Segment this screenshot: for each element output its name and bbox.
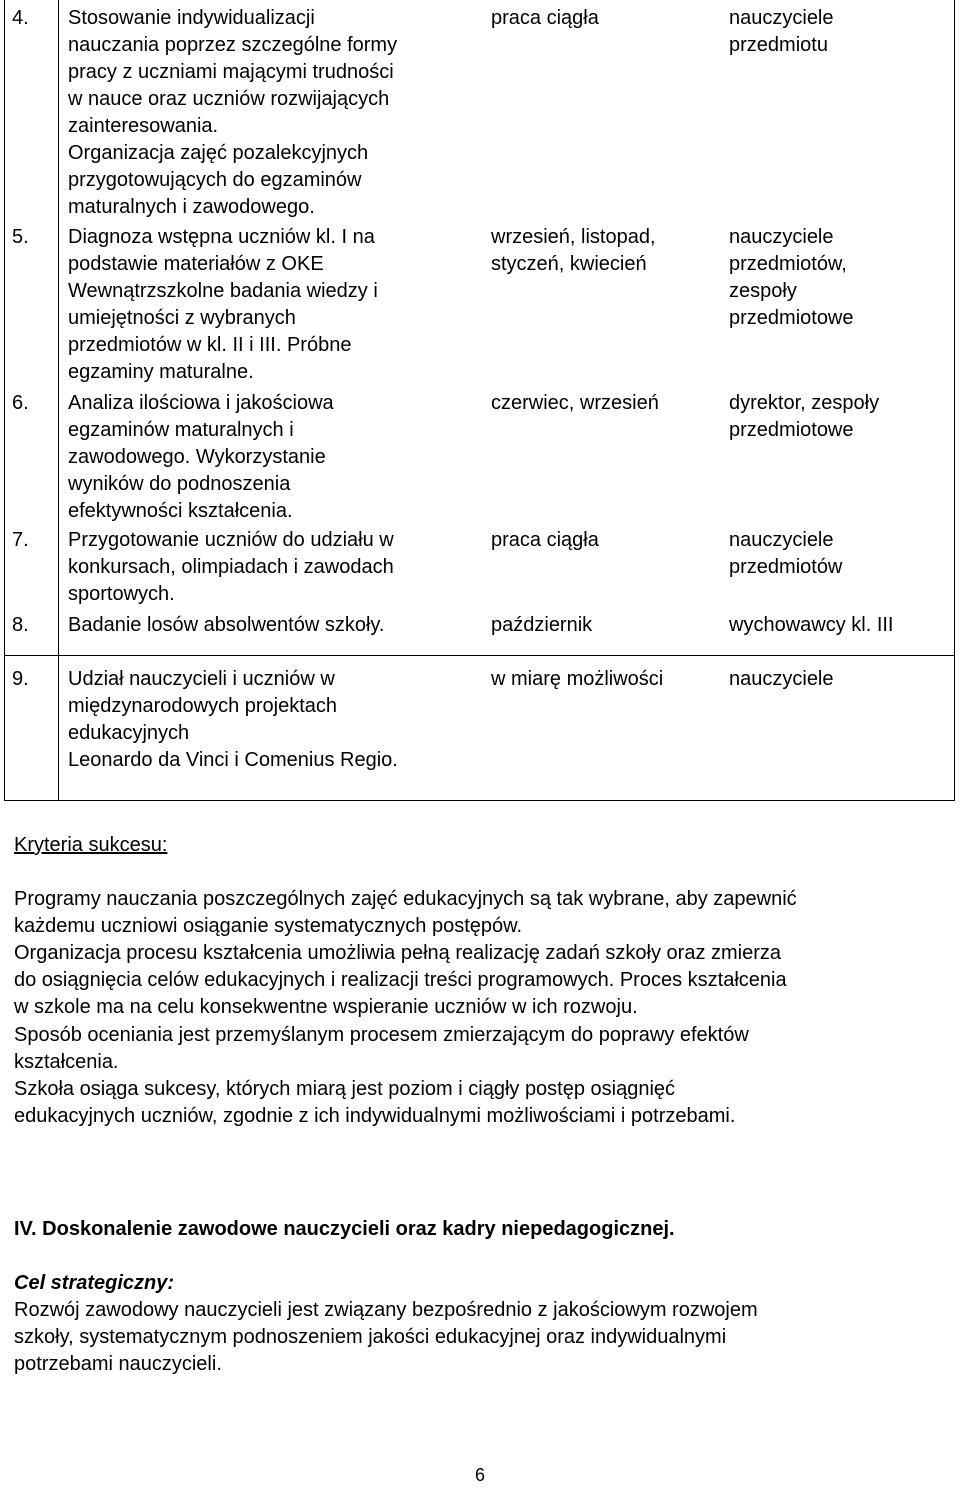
table-border-bottom: [4, 800, 955, 801]
page-number: 6: [474, 1465, 485, 1485]
task-line: egzaminów maturalnych i: [68, 419, 294, 441]
task-line: umiejętności z wybranych: [68, 307, 296, 329]
paragraph-line: w szkole ma na celu konsekwentne wspieranie uczniów w ich rozwoju.: [14, 996, 638, 1018]
task-line: Organizacja zajęć pozalekcyjnych: [68, 142, 369, 164]
row-number: 5.: [12, 226, 29, 248]
goal-heading: Cel strategiczny:: [14, 1272, 175, 1294]
paragraph-line: Szkoła osiąga sukcesy, których miarą jest poziom i ciągły postęp osiągnięć: [14, 1078, 676, 1100]
resp-line: nauczyciele: [729, 226, 834, 248]
row-responsible: [729, 5, 954, 59]
task-line: Diagnoza wstępna uczniów kl. I na: [68, 226, 375, 248]
term-line: wrzesień, listopad,: [491, 226, 656, 248]
paragraph-line: Organizacja procesu kształcenia umożliwia pełną realizację zadań szkoły oraz zmierza: [14, 942, 782, 964]
task-line: przygotowujących do egzaminów: [68, 169, 362, 191]
row-number: 9.: [12, 668, 29, 690]
resp-line: przedmiotu: [729, 34, 828, 56]
resp-line: przedmiotów,: [729, 253, 847, 275]
row-number: 8.: [12, 614, 29, 636]
row-task: [68, 224, 473, 386]
term-line: październik: [491, 614, 593, 636]
row-responsible: [729, 527, 954, 581]
row-term: [491, 527, 721, 554]
paragraph-line: kształcenia.: [14, 1051, 119, 1073]
task-line: Przygotowanie uczniów do udziału w: [68, 529, 394, 551]
row-number: 4.: [12, 7, 29, 29]
term-line: w miarę możliwości: [491, 668, 664, 690]
task-line: egzaminy maturalne.: [68, 361, 254, 383]
resp-line: przedmiotowe: [729, 419, 854, 441]
goal-paragraph: [14, 1297, 946, 1378]
task-line: Leonardo da Vinci i Comenius Regio.: [68, 749, 398, 771]
row-task: [68, 390, 473, 525]
task-line: Analiza ilościowa i jakościowa: [68, 392, 334, 414]
resp-line: przedmiotowe: [729, 307, 854, 329]
row-responsible: [729, 390, 954, 444]
term-line: styczeń, kwiecień: [491, 253, 647, 275]
task-line: konkursach, olimpiadach i zawodach: [68, 556, 394, 578]
criteria-heading: Kryteria sukcesu:: [14, 834, 168, 856]
row-term: [491, 5, 721, 32]
table-border-left: [4, 0, 5, 801]
criteria-paragraph: [14, 1076, 946, 1130]
table-border-right: [954, 0, 955, 801]
task-line: Badanie losów absolwentów szkoły.: [68, 614, 385, 636]
row-number: 6.: [12, 392, 29, 414]
paragraph-line: do osiągnięcia celów edukacyjnych i realizacji treści programowych. Proces kształcenia: [14, 969, 787, 991]
row-task: [68, 612, 473, 639]
table-column-divider: [58, 0, 59, 801]
task-line: Wewnątrzszkolne badania wiedzy i: [68, 280, 378, 302]
criteria-paragraph: [14, 1022, 946, 1076]
resp-line: wychowawcy kl. III: [729, 614, 894, 636]
row-term: [491, 390, 721, 417]
paragraph-line: szkoły, systematycznym podnoszeniem jakości edukacyjnej oraz indywidualnymi: [14, 1326, 727, 1348]
resp-line: przedmiotów: [729, 556, 843, 578]
task-line: międzynarodowych projektach: [68, 695, 338, 717]
task-line: podstawie materiałów z OKE: [68, 253, 324, 275]
task-line: efektywności kształcenia.: [68, 500, 293, 522]
term-line: praca ciągła: [491, 529, 599, 551]
paragraph-line: każdemu uczniowi osiąganie systematycznych postępów.: [14, 915, 523, 937]
task-line: zawodowego. Wykorzystanie: [68, 446, 326, 468]
task-line: Udział nauczycieli i uczniów w: [68, 668, 335, 690]
criteria-paragraph: [14, 886, 946, 940]
task-line: zainteresowania.: [68, 115, 219, 137]
section-heading: IV. Doskonalenie zawodowe nauczycieli oraz kadry niepedagogicznej.: [14, 1218, 675, 1240]
paragraph-line: potrzebami nauczycieli.: [14, 1353, 222, 1375]
resp-line: nauczyciele: [729, 7, 834, 29]
row-responsible: [729, 612, 954, 639]
task-line: Stosowanie indywidualizacji: [68, 7, 315, 29]
criteria-paragraph: [14, 940, 946, 1021]
term-line: czerwiec, wrzesień: [491, 392, 659, 414]
term-line: praca ciągła: [491, 7, 599, 29]
row-task: [68, 527, 473, 608]
row-term: [491, 224, 721, 278]
row-task: [68, 5, 473, 221]
resp-line: nauczyciele: [729, 668, 834, 690]
task-line: pracy z uczniami mającymi trudności: [68, 61, 394, 83]
row-task: [68, 666, 473, 774]
task-line: edukacyjnych: [68, 722, 190, 744]
paragraph-line: Rozwój zawodowy nauczycieli jest związany bezpośrednio z jakościowym rozwojem: [14, 1299, 758, 1321]
resp-line: zespoły: [729, 280, 797, 302]
resp-line: nauczyciele: [729, 529, 834, 551]
task-line: nauczania poprzez szczególne formy: [68, 34, 398, 56]
task-line: wyników do podnoszenia: [68, 473, 291, 495]
table-row-divider: [4, 655, 955, 656]
row-term: [491, 666, 721, 693]
row-responsible: [729, 666, 954, 693]
row-term: [491, 612, 721, 639]
paragraph-line: Programy nauczania poszczególnych zajęć edukacyjnych są tak wybrane, aby zapewnić: [14, 888, 797, 910]
paragraph-line: Sposób oceniania jest przemyślanym procesem zmierzającym do poprawy efektów: [14, 1024, 749, 1046]
row-number: 7.: [12, 529, 29, 551]
task-line: w nauce oraz uczniów rozwijających: [68, 88, 390, 110]
row-responsible: [729, 224, 954, 332]
paragraph-line: edukacyjnych uczniów, zgodnie z ich indywidualnymi możliwościami i potrzebami.: [14, 1105, 736, 1127]
task-line: przedmiotów w kl. II i III. Próbne: [68, 334, 352, 356]
resp-line: dyrektor, zespoły: [729, 392, 880, 414]
task-line: maturalnych i zawodowego.: [68, 196, 315, 218]
task-line: sportowych.: [68, 583, 175, 605]
